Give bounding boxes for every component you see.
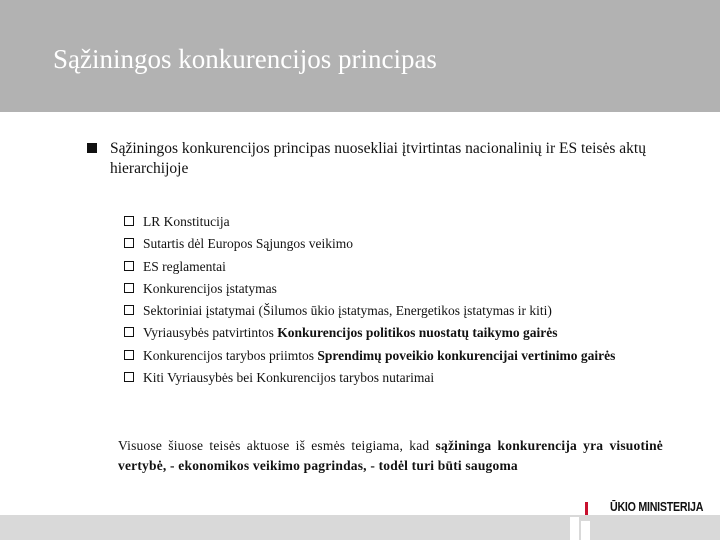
checkbox-bullet-icon [124,283,134,293]
item-text: Vyriausybės patvirtintos [143,325,278,341]
checkbox-bullet-icon [124,238,134,248]
item-text: Kiti Vyriausybės bei Konkurencijos tarybos nutarimai [143,369,435,385]
summary-paragraph [118,436,663,476]
item-text-bold: Sprendimų poveikio konkurencijai vertinimo gairės [317,347,616,363]
title-bar [0,0,720,112]
footer-stripe [0,515,720,540]
logo-mark-icon [585,502,588,515]
checkbox-bullet-icon [124,305,134,315]
list-item [124,256,674,278]
main-bullet-icon [87,143,97,153]
logo-blocks-icon [570,517,590,540]
checkbox-bullet-icon [124,327,134,337]
item-text: Konkurencijos įstatymas [143,280,277,296]
ministry-logo: ŪKIO MINISTERIJA [610,499,704,514]
summary-text-bold: sąžininga konkurencija yra visuotinė vertybė, - ekonomikos veikimo pagrindas, - todėl turi būti saugoma [118,438,663,473]
slide-title: Sąžiningos konkurencijos principas [53,44,437,74]
checkbox-bullet-icon [124,261,134,271]
list-item [124,300,674,322]
list-item [124,322,674,344]
item-text: Sutartis dėl Europos Sąjungos veikimo [143,236,353,252]
item-text-bold: Konkurencijos politikos nuostatų taikymo gairės [277,325,558,341]
item-text: ES reglamentai [143,258,226,274]
list-item [124,345,674,367]
checkbox-bullet-icon [124,216,134,226]
checkbox-bullet-icon [124,372,134,382]
main-point: Sąžiningos konkurencijos principas nuosekliai įtvirtintas nacionalinių ir ES teisės aktų hierarchijoje [110,140,646,177]
item-text: Konkurencijos tarybos priimtos [143,347,318,363]
checkbox-bullet-icon [124,350,134,360]
list-item [124,367,674,389]
item-text: Sektoriniai įstatymai (Šilumos ūkio įstatymas, Energetikos įstatymas ir kiti) [143,303,552,319]
list-item [124,211,674,233]
list-item [124,278,674,300]
summary-text: Visuose šiuose teisės aktuose iš esmės teigiama, kad [118,438,436,453]
list-item [124,233,674,255]
item-text: LR Konstitucija [143,214,230,229]
legal-acts-list [124,211,674,389]
